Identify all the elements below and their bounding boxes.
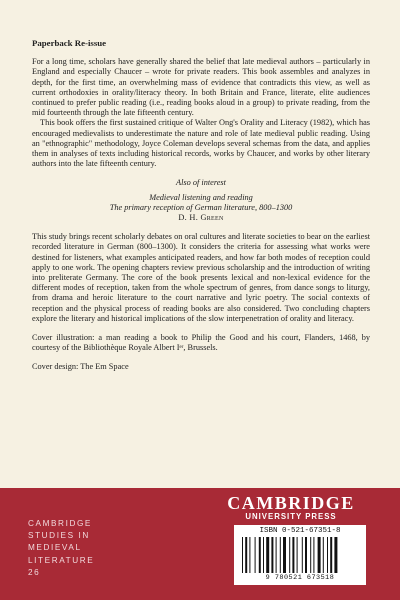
publisher-subtitle: UNIVERSITY PRESS — [245, 512, 337, 521]
series-name — [28, 518, 94, 579]
barcode-bars-icon — [242, 537, 358, 573]
series-number: 26 — [28, 567, 41, 577]
series-line-4: LITERATURE — [28, 555, 95, 565]
related-book — [32, 193, 370, 224]
publisher-name: CAMBRIDGE — [227, 493, 355, 513]
isbn-text: ISBN 0-521-67351-8 — [259, 527, 341, 535]
series-line-1: CAMBRIDGE — [28, 519, 92, 528]
blurb-paragraph-2: This book offers the first sustained critique of Walter Ong's Orality and Literacy (1982), which has encouraged medievalists to underestimate the nature and role of late medieval public reading. Using an "ethnographic" methodology, Joyce Coleman develops several schemas from the data, and applies them in analyses of texts including historical records, works by Chaucer, and works by other literary authors into the late fifteenth century. — [32, 118, 370, 169]
blurb-paragraph-1: For a long time, scholars have generally shared the belief that late medieval authors – particularly in England and especially Chaucer – wrote for private readers. This book assembles and analyzes in depth, for the first time, an overwhelming mass of evidence that contradicts this view, as well as current orthodoxies in orality/literacy theory. In both Britain and France, literate, elite audiences continued to prefer public reading (i.e., reading books aloud in a group) to private reading, from the mid fourteenth through the late fifteenth century. — [32, 57, 370, 118]
series-line-3: MEDIEVAL — [28, 543, 82, 553]
series-line-2: STUDIES IN — [28, 531, 90, 541]
publisher-logo — [216, 494, 366, 522]
barcode-digits: 9 780521 673518 — [265, 574, 335, 582]
also-of-interest-label: Also of interest — [176, 178, 226, 188]
reissue-heading: Paperback Re-issue — [32, 38, 107, 48]
cover-illustration-credit: Cover illustration: a man reading a book to Philip the Good and his court, Flanders, 1468, by courtesy of the Bibliothèque Royale Albert Iᵉʳ, Brussels. — [32, 333, 370, 353]
barcode — [234, 525, 366, 585]
related-author: D. H. Green — [178, 213, 224, 223]
blurb — [32, 38, 370, 373]
cover-design-credit: Cover design: The Em Space — [32, 362, 129, 372]
related-description: This study brings recent scholarly debates on oral cultures and literate societies to bear on the earliest recorded literature in German (800–1300). It considers the criteria for assessing what works were destined for listeners, what examples anticipated readers, and how far both modes of reception could apply to one work. The opening chapters review previous scholarship and the introduction of writing into preliterate Germany. The core of the book presents lexical and non-lexical evidence for the different modes of reception, taken from the whole spectrum of genres, from dance songs to liturgy, from drama and heroic literature to the court narrative and lyric poetry. The social contexts of reception and the physical process of reading books are also considered. Two concluding chapters explore the literary and historical implications of the slow interpenetration of orality and literacy. — [32, 232, 370, 323]
related-title-line-2: The primary reception of German literature, 800–1300 — [109, 202, 293, 212]
related-title-line-1: Medieval listening and reading — [149, 192, 253, 202]
